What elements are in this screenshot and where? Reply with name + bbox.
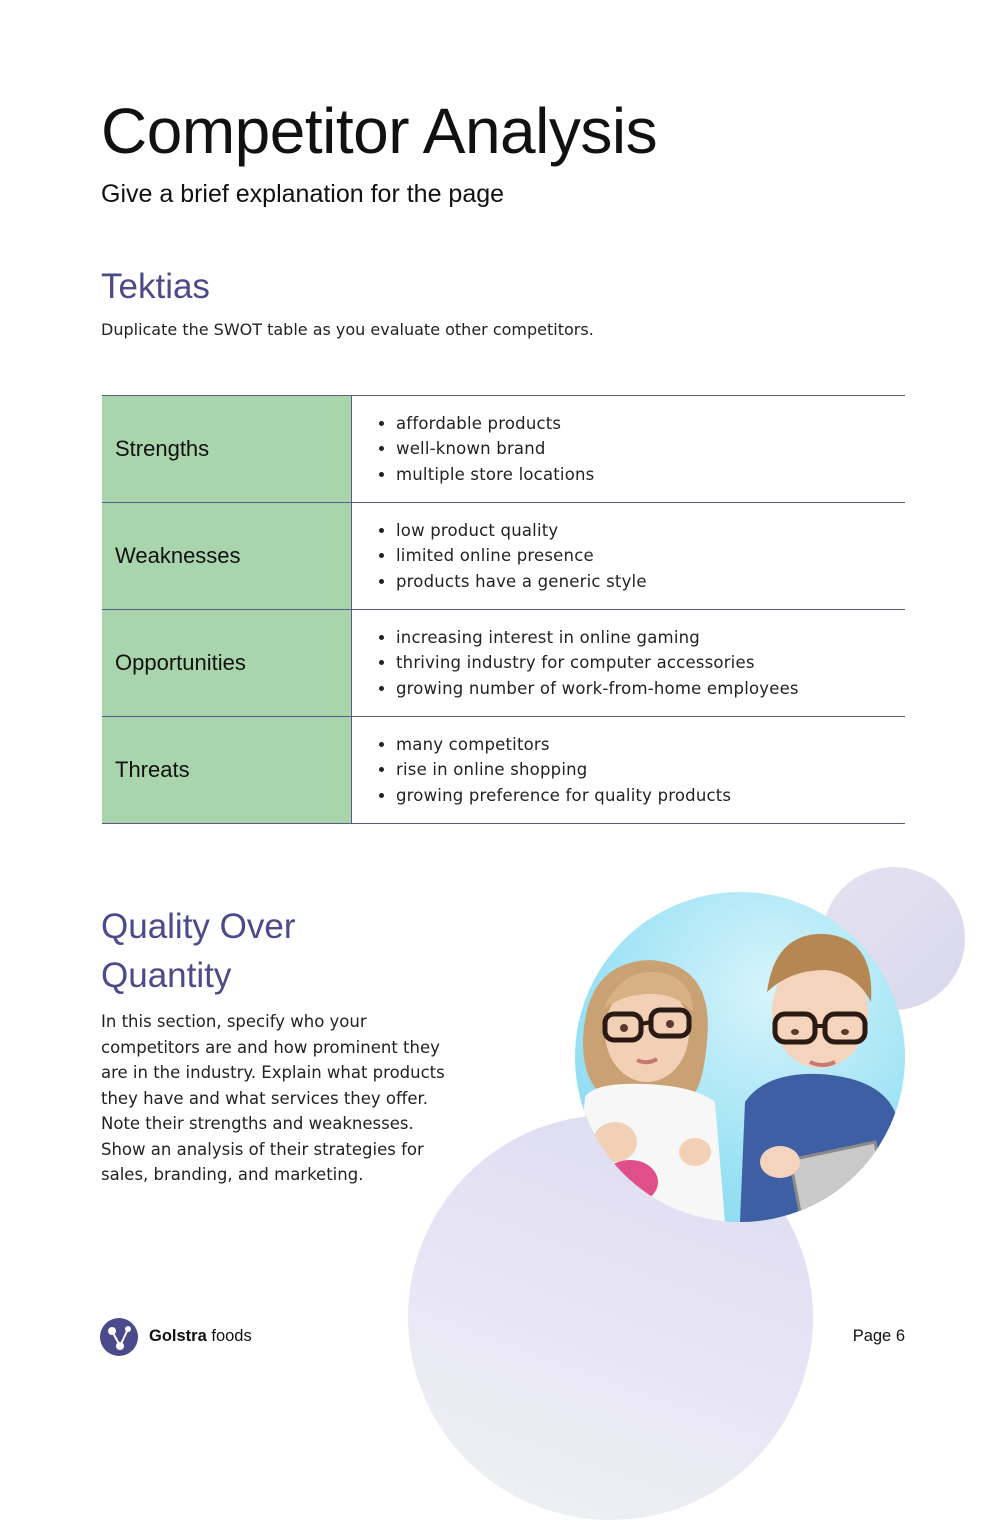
swot-instruction: Duplicate the SWOT table as you evaluate other competitors.	[101, 320, 594, 339]
swot-points	[352, 503, 906, 610]
swot-point-list	[352, 411, 905, 488]
swot-point: • low product quality	[396, 518, 905, 544]
swot-point: • multiple store locations	[396, 462, 905, 488]
swot-point: • thriving industry for computer accessories	[396, 650, 905, 676]
footer-brand-bold: Golstra	[149, 1327, 207, 1345]
swot-point: • products have a generic style	[396, 569, 905, 595]
swot-point: • rise in online shopping	[396, 757, 905, 783]
children-photo	[575, 892, 905, 1222]
swot-points	[352, 610, 906, 717]
page-title: Competitor Analysis	[101, 95, 658, 167]
swot-row-strengths	[102, 396, 905, 503]
quality-heading-line1: Quality Over	[101, 907, 296, 946]
swot-points	[352, 717, 906, 824]
swot-point-list	[352, 732, 905, 809]
swot-point: • growing preference for quality products	[396, 783, 905, 809]
swot-point: • many competitors	[396, 732, 905, 758]
quality-body: In this section, specify who your competitors are and how prominent they are in the industry. Explain what products they have and what services they offer. Note their strengths and weaknesses. Show an analysis of their strategies for sales, branding, and marketing.	[101, 1012, 445, 1184]
swot-point-list	[352, 518, 905, 595]
footer-brand-rest: foods	[206, 1327, 252, 1345]
swot-point: • growing number of work-from-home employees	[396, 676, 905, 702]
boy-figure	[740, 934, 905, 1222]
quality-heading-line2: Quantity	[101, 956, 232, 995]
page-number: Page 6	[852, 1327, 905, 1345]
swot-label: Weaknesses	[102, 503, 352, 610]
brand-logo-icon	[100, 1318, 138, 1356]
swot-point: • increasing interest in online gaming	[396, 625, 905, 651]
footer-brand	[149, 1327, 252, 1346]
swot-row-weaknesses	[102, 503, 905, 610]
page-subtitle: Give a brief explanation for the page	[101, 180, 505, 208]
swot-point: • affordable products	[396, 411, 905, 437]
swot-points	[352, 396, 906, 503]
swot-label: Opportunities	[102, 610, 352, 717]
swot-point: • well-known brand	[396, 436, 905, 462]
swot-row-opportunities	[102, 610, 905, 717]
swot-row-threats	[102, 717, 905, 824]
swot-label: Threats	[102, 717, 352, 824]
swot-label: Strengths	[102, 396, 352, 503]
swot-point: • limited online presence	[396, 543, 905, 569]
swot-table	[102, 395, 905, 824]
quality-heading	[101, 902, 296, 1000]
swot-point-list	[352, 625, 905, 702]
competitor-name: Tektias	[101, 267, 210, 306]
children-illustration	[575, 892, 905, 1222]
